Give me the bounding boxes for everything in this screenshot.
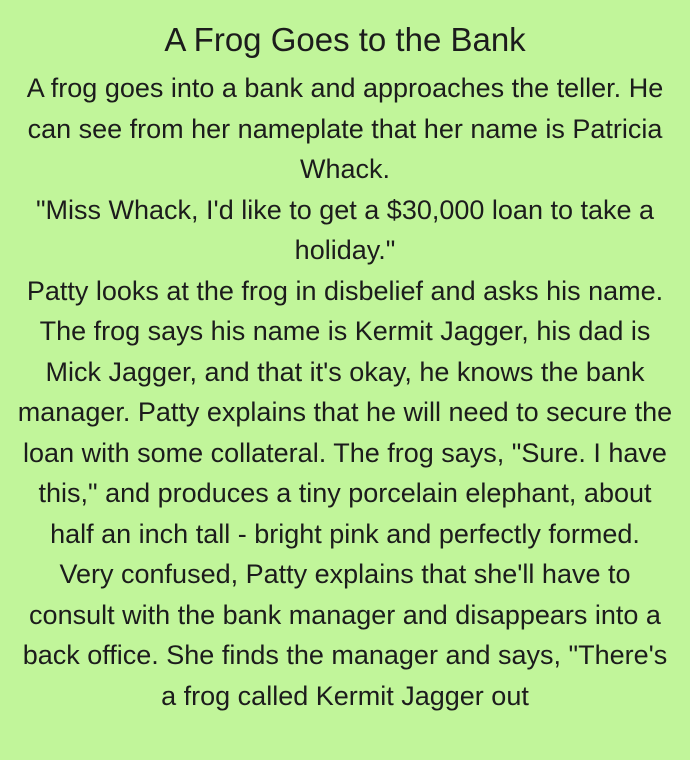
story-paragraph: A frog goes into a bank and approaches the teller. He can see from her nameplate that her name is Patricia Whack. [26,73,664,184]
story-paragraph: Patty looks at the frog in disbelief and asks his name. The frog says his name is Kermit Jagger, his dad is Mick Jagger, and that it's okay, he knows the bank manager. Patty explains that he will need to secure the loan with some collateral. The frog says, "Sure. I have this," and produces a tiny porcelain elephant, about half an inch tall - bright pink and perfectly formed. [17,275,673,549]
story-paragraph: "Miss Whack, I'd like to get a $30,000 loan to take a holiday." [35,194,655,265]
story-title: A Frog Goes to the Bank [164,21,526,58]
story-paragraph: Very confused, Patty explains that she'll have to consult with the bank manager and disappears into a back office. She finds the manager and says, "There's a frog called Kermit Jagger out [22,559,668,711]
